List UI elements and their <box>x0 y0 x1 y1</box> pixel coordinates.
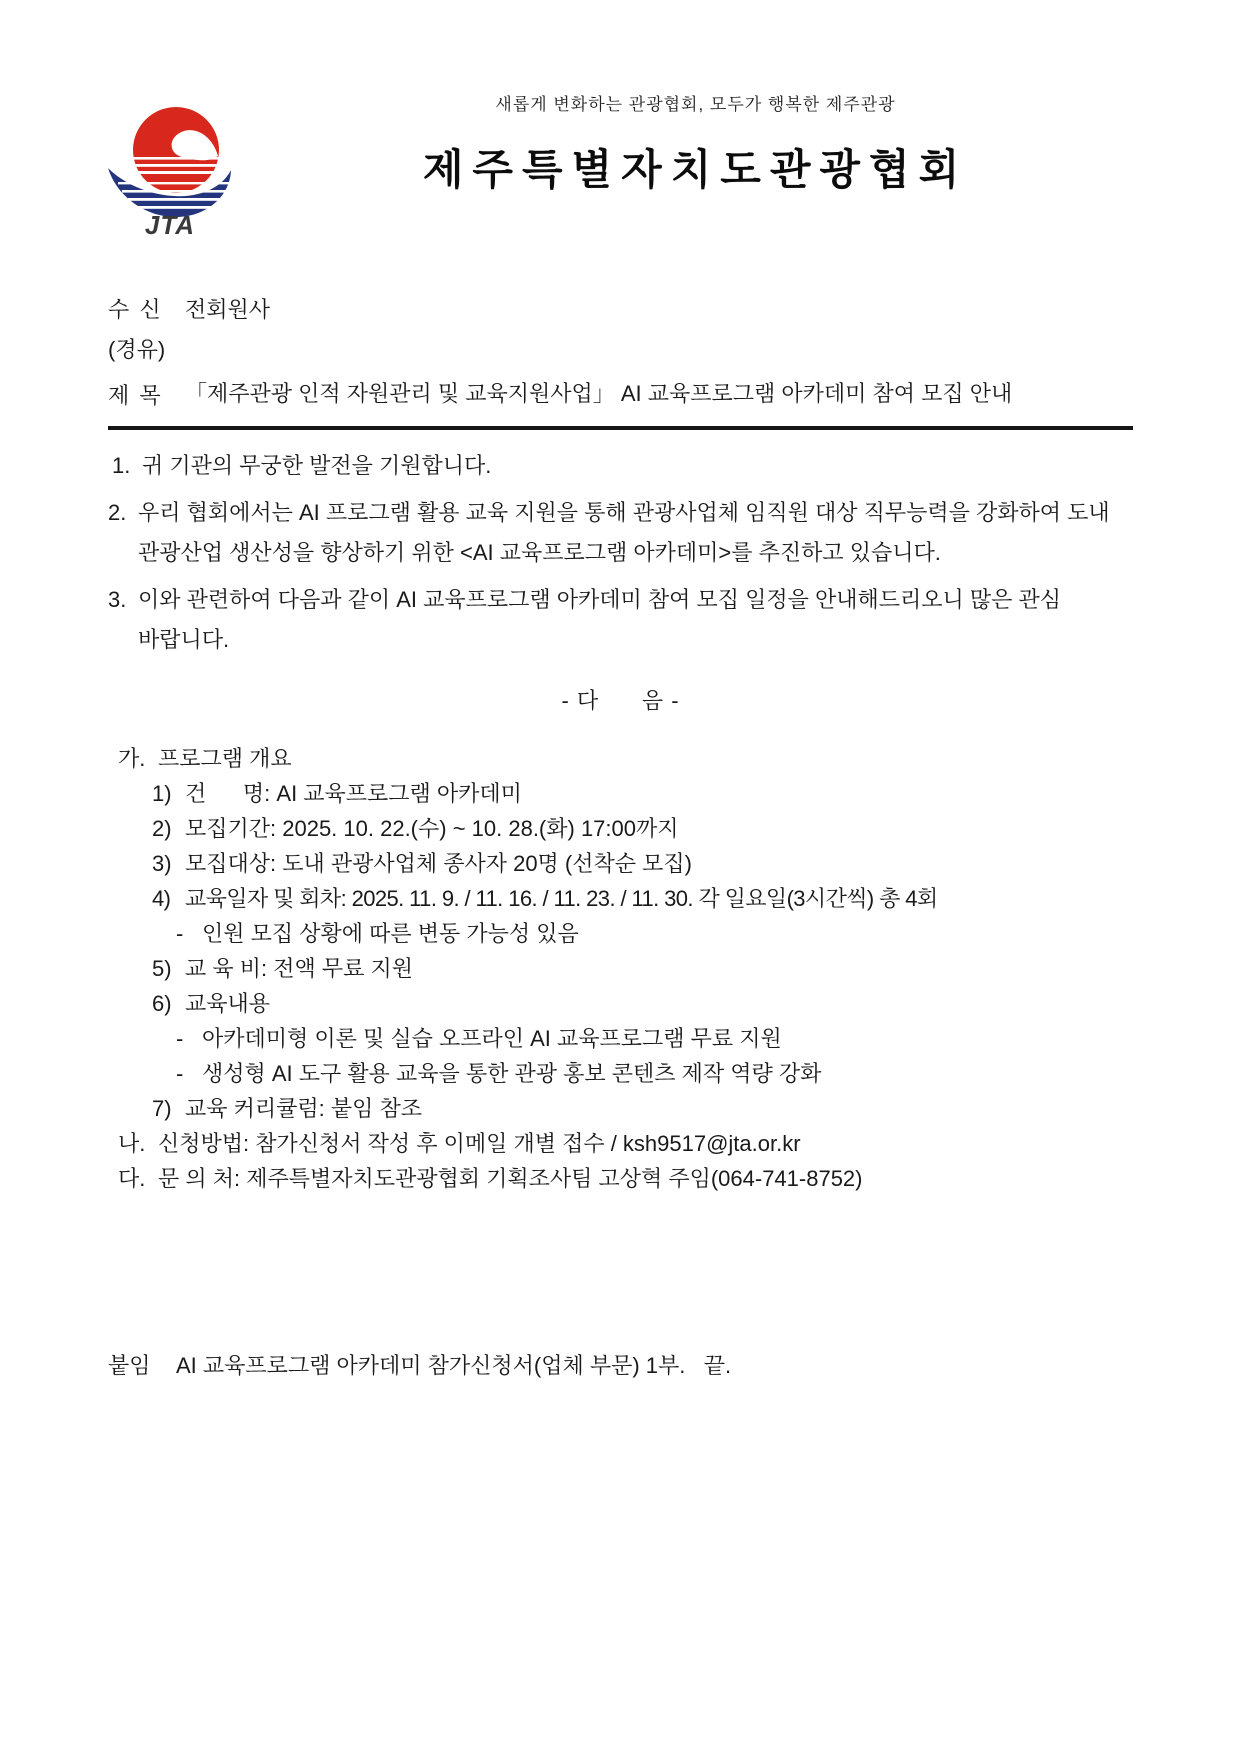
attachment-label: 붙임 <box>108 1353 151 1378</box>
item-text: 신청방법: 참가신청서 작성 후 이메일 개별 접수 / ksh9517@jta.or.kr <box>158 1131 801 1156</box>
list-subitem <box>108 916 1133 951</box>
list-subitem <box>108 1056 1133 1091</box>
header-divider <box>108 426 1133 430</box>
item-text: 생성형 AI 도구 활용 교육을 통한 관광 홍보 콘텐츠 제작 역량 강화 <box>202 1061 822 1086</box>
program-outline <box>108 741 1133 1196</box>
item-number: 다. <box>118 1166 146 1191</box>
item-text: 건 명: AI 교육프로그램 아카데미 <box>185 781 522 806</box>
jta-logo-text: JTA <box>144 210 196 236</box>
list-item <box>108 846 1133 881</box>
list-item-contact <box>108 1161 1133 1196</box>
item-text: 모집대상: 도내 관광사업체 종사자 20명 (선착순 모집) <box>185 851 692 876</box>
list-item <box>108 811 1133 846</box>
body-paragraphs <box>108 446 1133 660</box>
list-subitem <box>108 1021 1133 1056</box>
item-number: 2) <box>152 816 172 841</box>
via-label: (경유) <box>108 337 166 362</box>
item-text: 문 의 처: 제주특별자치도관광협회 기획조사팀 고상혁 주임(064-741-8752) <box>158 1166 863 1191</box>
list-item <box>108 776 1133 811</box>
item-text: 모집기간: 2025. 10. 22.(수) ~ 10. 28.(화) 17:00까지 <box>185 816 679 841</box>
item-number: 7) <box>152 1096 172 1121</box>
dash-bullet: - <box>176 921 184 946</box>
paragraph-number: 1. <box>112 453 131 478</box>
item-text: 교육내용 <box>185 991 271 1016</box>
recipient-row <box>108 290 1133 330</box>
paragraph-text: 우리 협회에서는 AI 프로그램 활용 교육 지원을 통해 관광사업체 임직원 대상 직무능력을 강화하여 도내 관광산업 생산성을 향상하기 위한 <AI 교육프로그램 아카데미>를 추진하고 있습니다. <box>138 500 1116 565</box>
item-text: 인원 모집 상황에 따른 변동 가능성 있음 <box>202 921 579 946</box>
list-item <box>108 986 1133 1021</box>
item-text: 교육일자 및 회차: 2025. 11. 9. / 11. 16. / 11. 23. / 11. 30. 각 일요일(3시간씩) 총 4회 <box>185 886 938 911</box>
list-item-application <box>108 1126 1133 1161</box>
dash-bullet: - <box>176 1026 184 1051</box>
item-text: 프로그램 개요 <box>158 746 292 771</box>
item-number: 4) <box>152 886 171 911</box>
item-text: 교 육 비: 전액 무료 지원 <box>185 956 413 981</box>
paragraph-1 <box>108 446 1133 486</box>
letterhead <box>108 88 1133 238</box>
recipient-value: 전회원사 <box>185 297 271 322</box>
subject-row <box>108 372 1133 416</box>
org-title: 제주특별자치도관광협회 <box>422 146 969 193</box>
list-item <box>108 951 1133 986</box>
document-meta <box>108 290 1133 416</box>
item-number: 6) <box>152 991 172 1016</box>
paragraph-3 <box>108 580 1133 660</box>
item-number: 나. <box>118 1131 146 1156</box>
item-text: 교육 커리큘럼: 붙임 참조 <box>185 1096 422 1121</box>
item-number: 가. <box>118 746 146 771</box>
attachment-text: AI 교육프로그램 아카데미 참가신청서(업체 부문) 1부. 끝. <box>176 1353 732 1378</box>
list-item <box>108 881 1133 916</box>
item-number: 3) <box>152 851 172 876</box>
paragraph-text: 이와 관련하여 다음과 같이 AI 교육프로그램 아카데미 참여 모집 일정을 안내해드리오니 많은 관심 바랍니다. <box>138 587 1068 652</box>
org-slogan: 새롭게 변화하는 관광협회, 모두가 행복한 제주관광 <box>495 95 896 114</box>
paragraph-number: 3. <box>108 587 127 612</box>
item-number: 5) <box>152 956 172 981</box>
paragraph-text: 귀 기관의 무궁한 발전을 기원합니다. <box>142 453 492 478</box>
paragraph-number: 2. <box>108 500 127 525</box>
paragraph-2 <box>108 493 1133 573</box>
jta-logo-icon <box>104 94 236 236</box>
subject-text: 「제주관광 인적 자원관리 및 교육지원사업」 AI 교육프로그램 아카데미 참여 모집 안내 <box>185 381 1013 406</box>
item-number: 1) <box>152 781 172 806</box>
via-row <box>108 330 1133 370</box>
list-item <box>108 741 1133 776</box>
subject-label: 제 목 <box>108 382 163 408</box>
dash-bullet: - <box>176 1061 184 1086</box>
item-text: 아카데미형 이론 및 실습 오프라인 AI 교육프로그램 무료 지원 <box>202 1026 782 1051</box>
list-item <box>108 1091 1133 1126</box>
attachment-line <box>108 1348 1133 1384</box>
letterhead-text <box>258 88 1133 197</box>
recipient-label: 수 신 <box>108 297 163 322</box>
daeum-separator: - 다 음 - <box>561 688 680 713</box>
